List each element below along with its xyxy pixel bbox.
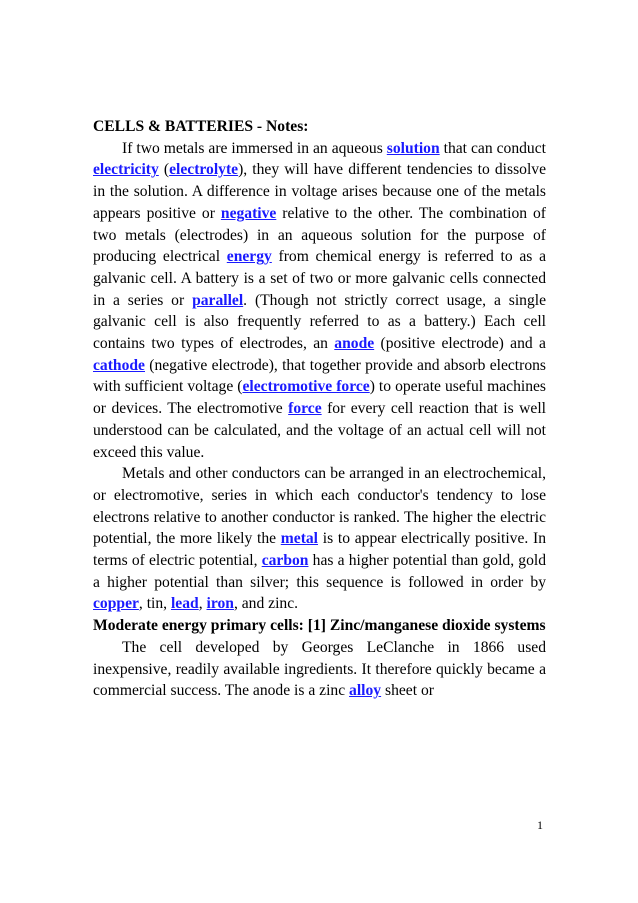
- text-run: ,: [198, 595, 207, 613]
- paragraph-electromotive-series: [93, 463, 546, 615]
- text-run: is to appear electrically positive. In terms of electric potential,: [93, 530, 547, 570]
- text-run: for every cell reaction that is well understood can be calculated, and the voltage of an actual cell will not exceed this value.: [93, 400, 546, 461]
- text-run: from chemical energy is referred to as a galvanic cell. A battery is a set of two or more galvanic cells connected in a series or: [93, 248, 546, 309]
- text-run: that can conduct: [439, 139, 546, 157]
- link-carbon[interactable]: carbon: [261, 552, 309, 570]
- link-anode[interactable]: anode: [334, 335, 375, 353]
- text-run: , tin,: [138, 595, 171, 613]
- text-run: sheet or: [381, 682, 434, 700]
- text-run: ) to operate useful machines or devices. The electromotive: [93, 378, 546, 418]
- link-metal[interactable]: metal: [280, 530, 319, 548]
- link-negative[interactable]: negative: [220, 204, 277, 222]
- text-run: relative to the other. The combination of two metals (electrodes) in an aqueous solution for the purpose of producing electrical: [93, 204, 547, 266]
- link-electrolyte[interactable]: electrolyte: [169, 161, 239, 179]
- subheading: Moderate energy primary cells: [1] Zinc/manganese dioxide systems: [93, 617, 546, 635]
- link-electromotive-force[interactable]: electromotive force: [242, 378, 370, 396]
- link-energy[interactable]: energy: [226, 248, 272, 266]
- text-run: The cell developed by Georges LeClanche in 1866 used inexpensive, readily available ingredients. It therefore quickly became a commercial success. The anode is a zinc: [93, 638, 546, 700]
- link-force[interactable]: force: [288, 400, 322, 418]
- link-electricity[interactable]: electricity: [93, 161, 159, 179]
- text-run: ), they will have different tendencies to dissolve in the solution. A difference in voltage arises because one of the metals appears positive or: [93, 161, 546, 222]
- document-body: [93, 116, 546, 702]
- text-run: Metals and other conductors can be arranged in an electrochemical, or electromotive, series in which each conductor's tendency to lose electrons relative to another conductor is ranked. The higher the electric potential, the more likely the: [93, 465, 546, 548]
- paragraph-galvanic-cells: [93, 138, 546, 464]
- text-run: If two metals are immersed in an aqueous: [122, 139, 387, 157]
- link-iron[interactable]: iron: [206, 595, 234, 613]
- link-cathode[interactable]: cathode: [93, 356, 145, 374]
- paragraph-leclanche-cell: [93, 637, 546, 702]
- link-alloy[interactable]: alloy: [349, 682, 382, 700]
- link-solution[interactable]: solution: [386, 139, 440, 157]
- text-run: . (Though not strictly correct usage, a single galvanic cell is also frequently referred to as a battery.) Each cell contains two types of electrodes, an: [93, 291, 546, 353]
- text-run: (: [158, 161, 170, 179]
- text-run: (negative electrode), that together provide and absorb electrons with sufficient voltage (: [93, 356, 546, 396]
- link-lead[interactable]: lead: [170, 595, 199, 613]
- link-copper[interactable]: copper: [93, 595, 139, 613]
- page-number: 1: [537, 818, 543, 832]
- text-run: has a higher potential than gold, gold a higher potential than silver; this sequence is followed in order by: [93, 552, 546, 591]
- text-run: (positive electrode) and a: [374, 335, 546, 353]
- section-heading: CELLS & BATTERIES - Notes:: [93, 118, 309, 135]
- link-parallel[interactable]: parallel: [192, 291, 244, 309]
- text-run: , and zinc.: [233, 595, 299, 613]
